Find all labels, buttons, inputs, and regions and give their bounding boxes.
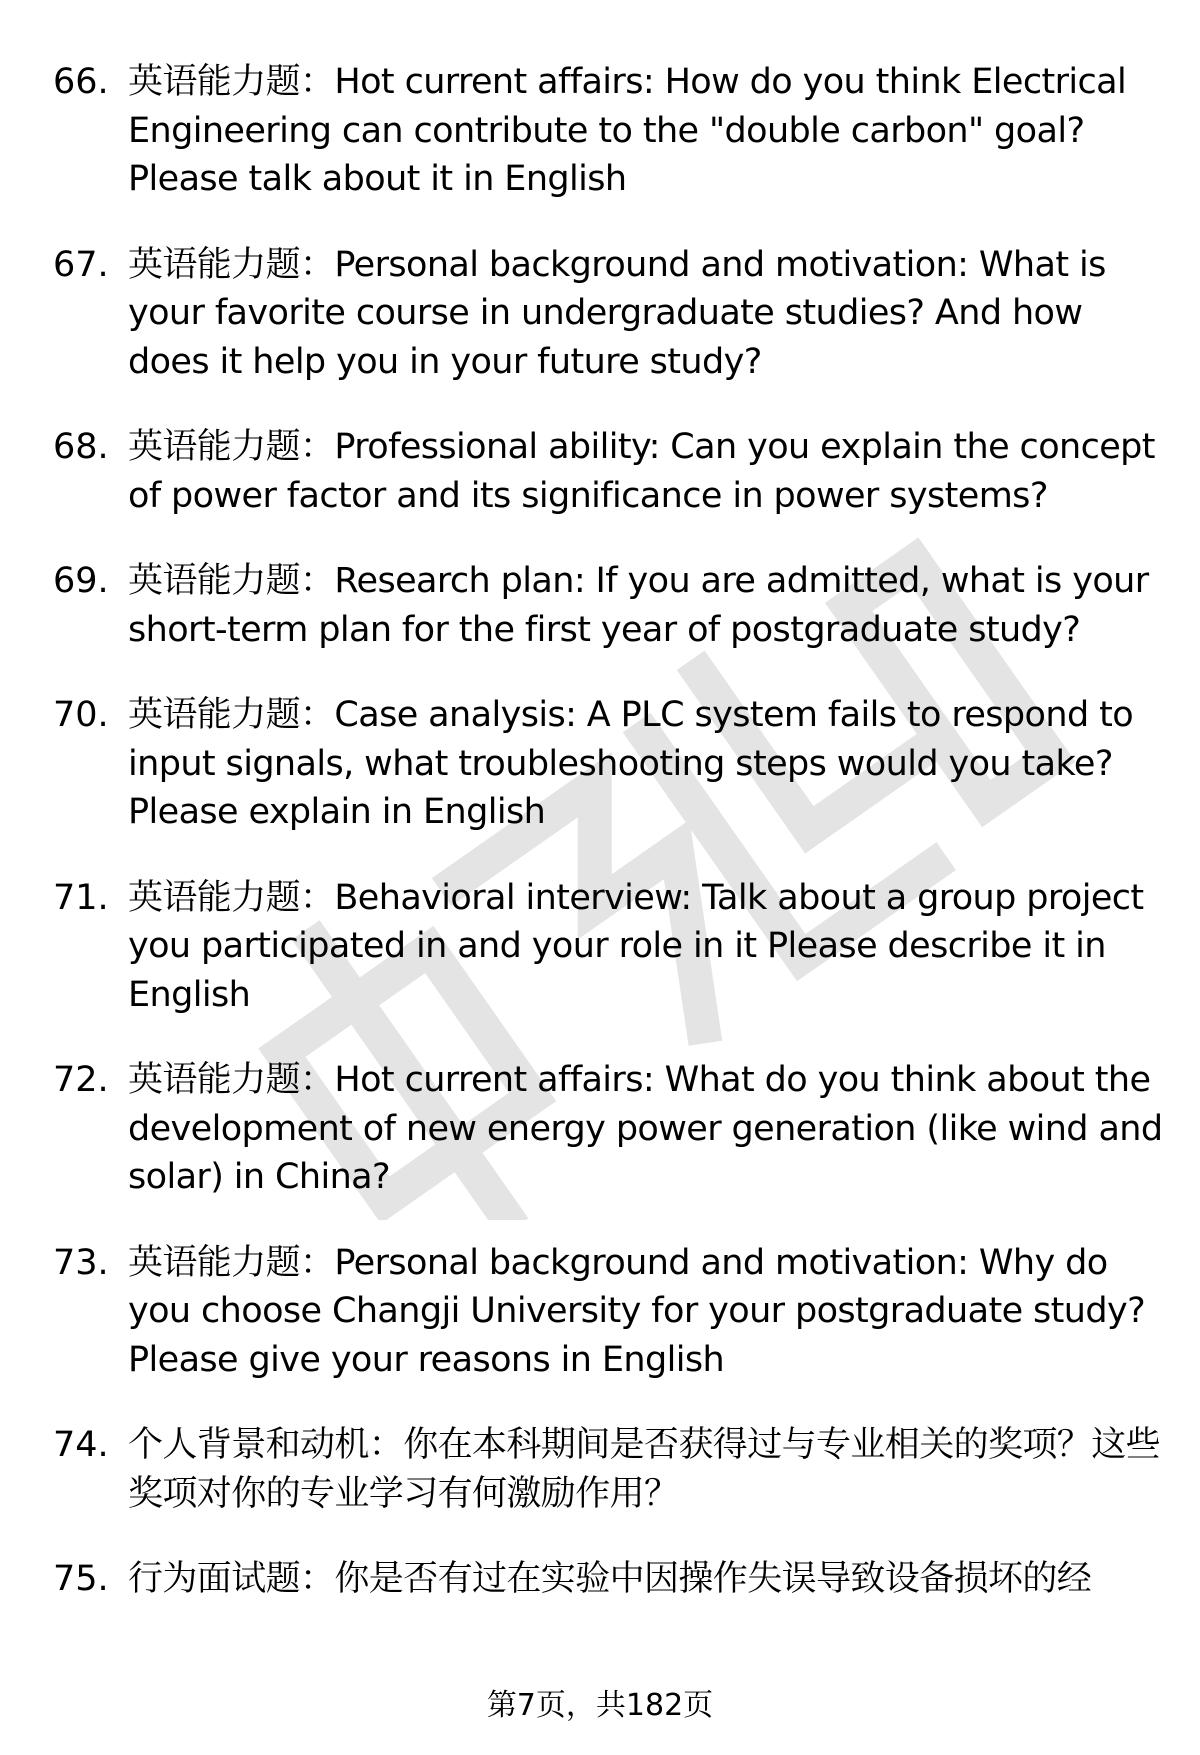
question-number: 68. — [53, 427, 109, 467]
question-number: 69. — [53, 561, 109, 601]
question-text: 英语能力题：Professional ability: Can you explain the concept of power factor and its significance in power systems? — [128, 427, 1155, 516]
question-text: 英语能力题：Personal background and motivation: What is your favorite course in undergraduate studies? And how does it help you in your future study? — [128, 244, 1106, 382]
question-item — [0, 557, 1200, 654]
question-number: 67. — [53, 244, 109, 285]
question-number: 66. — [53, 62, 109, 102]
question-number: 74. — [53, 1425, 109, 1465]
question-number: 71. — [53, 877, 109, 918]
question-item — [0, 1555, 1200, 1604]
question-item — [0, 874, 1200, 1020]
question-number: 72. — [53, 1060, 109, 1100]
question-number: 75. — [53, 1559, 109, 1599]
question-text: 英语能力题：Case analysis: A PLC system fails to respond to input signals, what troubleshooting steps would you take? Please explain in English — [128, 695, 1134, 832]
question-text: 英语能力题：Research plan: If you are admitted, what is your short-term plan for the first year of postgraduate study? — [128, 561, 1149, 650]
question-text: 英语能力题：Behavioral interview: Talk about a group project you participated in and your role in it Please describe it in English — [128, 877, 1144, 1015]
question-list — [0, 58, 1200, 1641]
question-item — [0, 1056, 1200, 1202]
question-item — [0, 423, 1200, 520]
question-item — [0, 241, 1200, 387]
question-text: 英语能力题：Personal background and motivation: Why do you choose Changji University for your postgraduate study? Please give your reasons in English — [128, 1242, 1146, 1380]
question-text: 英语能力题：Hot current affairs: How do you think Electrical Engineering can contribute to the "double carbon" goal? Please talk about it in English — [128, 62, 1127, 199]
question-text: 个人背景和动机：你在本科期间是否获得过与专业相关的奖项？这些奖项对你的专业学习有何激励作用？ — [128, 1425, 1161, 1514]
question-text: 行为面试题：你是否有过在实验中因操作失误导致设备损坏的经 — [128, 1559, 1092, 1599]
question-number: 73. — [53, 1242, 109, 1283]
question-item — [0, 58, 1200, 204]
page-footer: 第7页，共182页 — [486, 1688, 714, 1723]
question-item — [0, 691, 1200, 837]
question-item — [0, 1239, 1200, 1385]
question-text: 英语能力题：Hot current affairs: What do you think about the development of new energy power generation (like wind and solar) in China? — [128, 1060, 1163, 1197]
question-number: 70. — [53, 695, 109, 735]
question-item — [0, 1421, 1200, 1518]
